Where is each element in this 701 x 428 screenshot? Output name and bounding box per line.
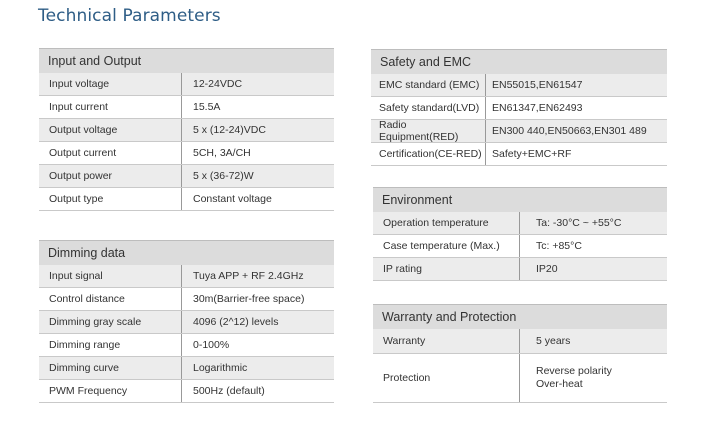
row-label: Input voltage	[49, 78, 110, 90]
table-row	[373, 235, 667, 258]
safety-panel	[371, 49, 667, 166]
row-label: PWM Frequency	[49, 385, 128, 397]
row-value: Tc: +85°C	[519, 235, 667, 257]
table-row	[371, 143, 667, 166]
row-label: Dimming curve	[49, 362, 120, 374]
table-row	[39, 380, 334, 403]
row-label: Control distance	[49, 293, 125, 305]
row-value: Safety+EMC+RF	[485, 143, 667, 165]
row-value: EN55015,EN61547	[485, 74, 667, 96]
row-label: Dimming gray scale	[49, 316, 142, 328]
row-label: Radio Equipment(RED)	[379, 119, 459, 143]
warranty-panel	[373, 304, 667, 403]
dimming-header: Dimming data	[39, 240, 334, 265]
row-value: Logarithmic	[181, 357, 334, 379]
row-label: Output power	[49, 170, 113, 182]
row-label: Input signal	[49, 270, 103, 282]
row-label: Input current	[49, 101, 108, 113]
row-value: 500Hz (default)	[181, 380, 334, 402]
row-value: Constant voltage	[181, 188, 334, 210]
table-row	[39, 188, 334, 211]
safety-header: Safety and EMC	[371, 49, 667, 74]
table-row	[373, 258, 667, 281]
row-value: 5 x (36-72)W	[181, 165, 334, 187]
table-row	[39, 334, 334, 357]
row-label: Warranty	[383, 335, 426, 347]
row-value: IP20	[519, 258, 667, 280]
row-label: Safety standard(LVD)	[379, 102, 480, 114]
table-row	[39, 165, 334, 188]
protection-line-1: Reverse polarity	[536, 365, 612, 377]
input-output-header: Input and Output	[39, 48, 334, 73]
table-row	[373, 354, 667, 403]
environment-panel	[373, 187, 667, 281]
row-value: 5CH, 3A/CH	[181, 142, 334, 164]
page-title: Technical Parameters	[38, 6, 221, 26]
row-value: 12-24VDC	[181, 73, 334, 95]
table-row	[373, 329, 667, 354]
table-row	[39, 265, 334, 288]
table-row	[371, 74, 667, 97]
table-row	[39, 357, 334, 380]
row-value	[519, 354, 667, 402]
table-row	[39, 96, 334, 119]
row-label: IP rating	[383, 263, 422, 275]
row-value: 0-100%	[181, 334, 334, 356]
environment-header: Environment	[373, 187, 667, 212]
row-value: EN61347,EN62493	[485, 97, 667, 119]
row-label: Operation temperature	[383, 217, 489, 229]
row-label: EMC standard (EMC)	[379, 79, 480, 91]
table-row	[371, 97, 667, 120]
table-row	[39, 142, 334, 165]
table-row	[39, 73, 334, 96]
row-label: Output type	[49, 193, 104, 205]
dimming-panel	[39, 240, 334, 403]
row-value: EN300 440,EN50663,EN301 489	[485, 120, 667, 142]
table-row	[39, 288, 334, 311]
row-value: 5 years	[519, 329, 667, 353]
warranty-header: Warranty and Protection	[373, 304, 667, 329]
row-label: Certification(CE-RED)	[379, 148, 482, 160]
table-row	[39, 311, 334, 334]
input-output-panel	[39, 48, 334, 211]
row-label: Dimming range	[49, 339, 121, 351]
row-value: Ta: -30°C ~ +55°C	[519, 212, 667, 234]
row-value: 30m(Barrier-free space)	[181, 288, 334, 310]
row-label: Protection	[383, 372, 431, 384]
row-value: 5 x (12-24)VDC	[181, 119, 334, 141]
table-row	[373, 212, 667, 235]
row-label: Output voltage	[49, 124, 118, 136]
table-row	[371, 120, 667, 143]
row-value: 4096 (2^12) levels	[181, 311, 334, 333]
row-label: Output current	[49, 147, 117, 159]
row-value: Tuya APP + RF 2.4GHz	[181, 265, 334, 287]
row-label: Case temperature (Max.)	[383, 240, 500, 252]
protection-line-2: Over-heat	[536, 378, 583, 390]
table-row	[39, 119, 334, 142]
row-value: 15.5A	[181, 96, 334, 118]
